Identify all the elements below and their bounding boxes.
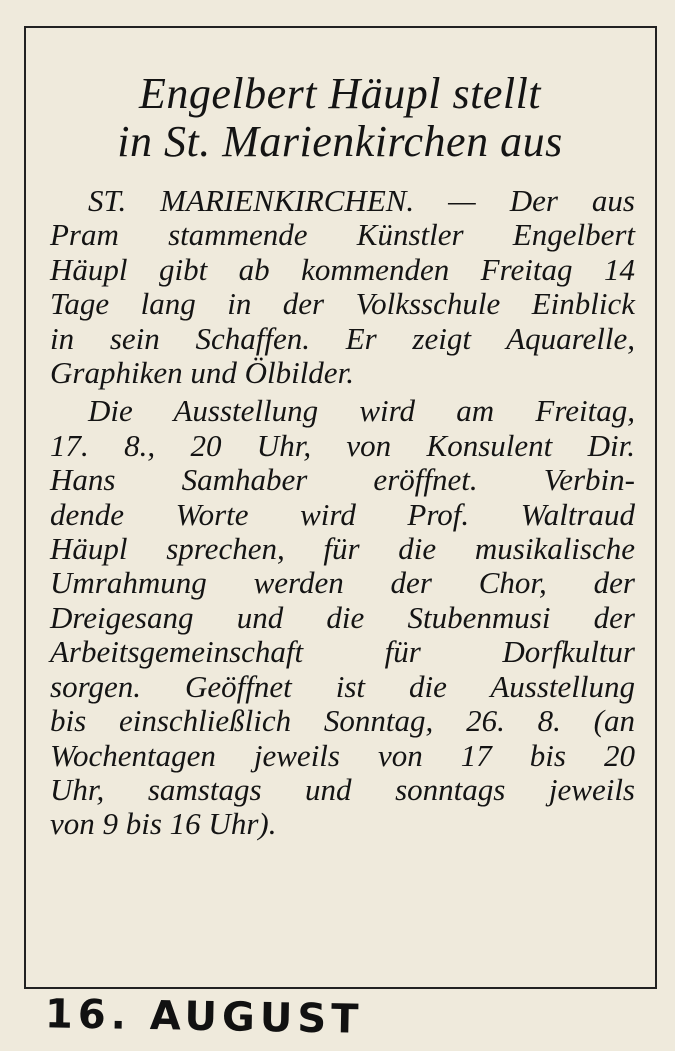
text-line: 17. 8., 20 Uhr, von Konsulent Dir. <box>50 427 635 463</box>
text-line: sorgen. Geöffnet ist die Ausstellung <box>50 668 635 704</box>
text-line: Dreigesang und die Stubenmusi der <box>50 599 635 635</box>
paragraph-1 <box>50 184 635 390</box>
text-line: Hans Samhaber eröffnet. Verbin- <box>50 462 635 498</box>
text-line: in sein Schaffen. Er zeigt Aquarelle, <box>50 320 635 356</box>
text-line: Tage lang in der Volksschule Einblick <box>50 286 635 322</box>
headline-line-1: Engelbert Häupl stellt <box>138 69 542 118</box>
text-line: dende Worte wird Prof. Waltraud <box>50 496 635 532</box>
text-line: von 9 bis 16 Uhr). <box>50 806 277 842</box>
text-line: Die Ausstellung wird am Freitag, <box>88 393 635 429</box>
article-headline <box>30 70 650 166</box>
text-line: Umrahmung werden der Chor, der <box>50 565 635 601</box>
handwritten-date: 16. AUGUST <box>44 991 364 1043</box>
headline-line-2: in St. Marienkirchen aus <box>117 117 563 166</box>
text-line: Häupl gibt ab kommenden Freitag 14 <box>50 251 635 287</box>
article-body <box>50 184 635 842</box>
text-line: Häupl sprechen, für die musikalische <box>50 531 635 567</box>
paragraph-2 <box>50 394 635 841</box>
text-line: Wochentagen jeweils von 17 bis 20 <box>50 737 635 773</box>
text-line: Graphiken und Ölbilder. <box>50 355 354 391</box>
text-line: Uhr, samstags und sonntags jeweils <box>50 771 635 807</box>
text-line: bis einschließlich Sonntag, 26. 8. (an <box>50 703 635 739</box>
text-line: ST. MARIENKIRCHEN. — Der aus <box>88 183 635 218</box>
text-line: Pram stammende Künstler Engelbert <box>50 217 635 253</box>
text-line: Arbeitsgemeinschaft für Dorfkultur <box>50 634 635 670</box>
